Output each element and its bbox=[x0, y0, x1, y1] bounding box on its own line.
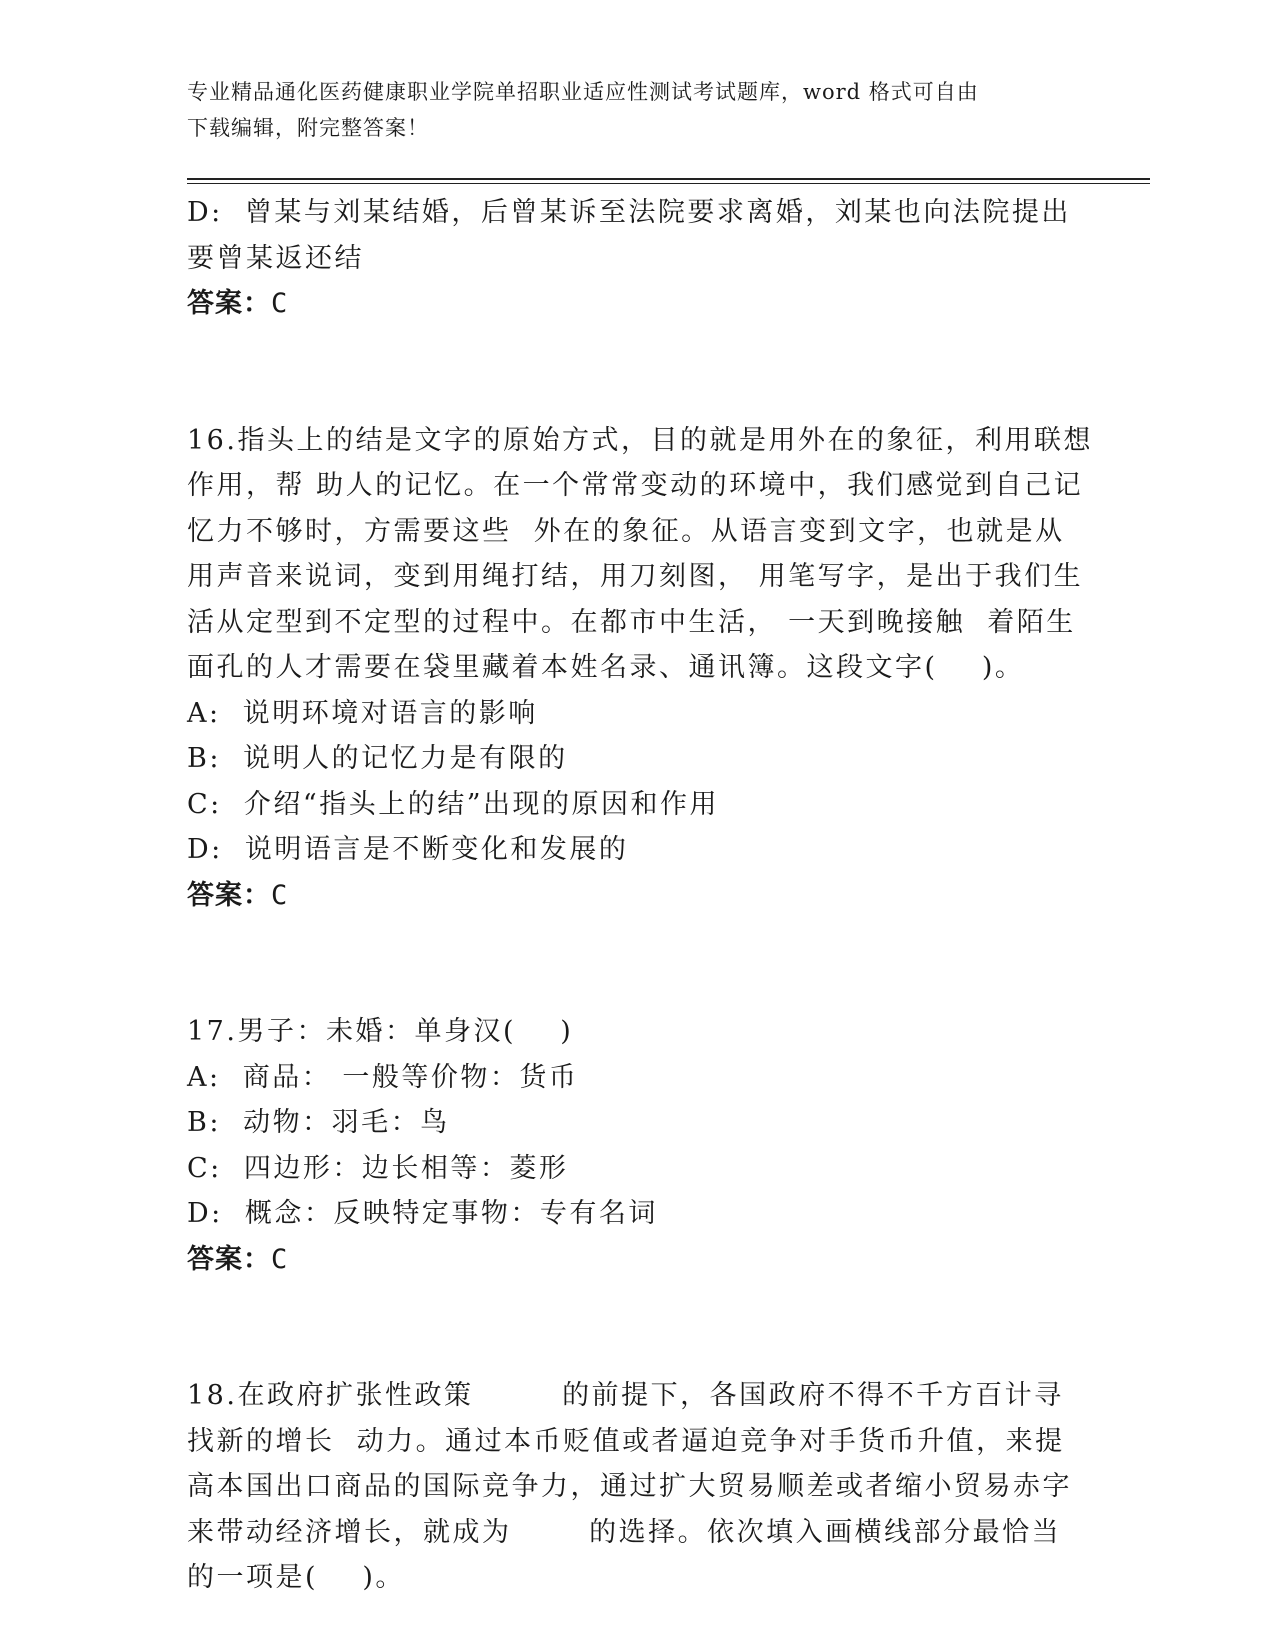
q18-stem-line: 的一项是( )。 bbox=[187, 1562, 405, 1593]
header-line-1: 专业精品通化医药健康职业学院单招职业适应性测试考试题库，word 格式可自由 bbox=[187, 80, 979, 104]
q17-answer bbox=[187, 1237, 1087, 1283]
header-divider-thin bbox=[187, 183, 1150, 184]
header-line-2: 下载编辑，附完整答案！ bbox=[187, 116, 429, 140]
answer-label: 答案： bbox=[187, 879, 271, 911]
q16-option-a: A: 说明环境对语言的影响 bbox=[187, 697, 538, 729]
header-divider-thick bbox=[187, 178, 1150, 180]
q16-stem-line: 忆力不够时，方需要这些 外在的象征。从语言变到文字，也就是从 bbox=[187, 515, 1065, 547]
answer-label: 答案： bbox=[187, 288, 271, 319]
q17-stem-line: 17.男子：未婚：单身汉( ) bbox=[187, 1016, 574, 1047]
question-gap bbox=[187, 1282, 1087, 1373]
q15-answer bbox=[187, 281, 1087, 327]
q16-option-b: B: 说明人的记忆力是有限的 bbox=[187, 743, 568, 774]
q16-option-c: C: 介绍“指头上的结”出现的原因和作用 bbox=[187, 788, 720, 820]
q16-stem-line: 作用，帮 助人的记忆。在一个常常变动的环境中，我们感觉到自己记 bbox=[187, 470, 1084, 501]
question-15 bbox=[187, 190, 1087, 327]
document-header bbox=[187, 74, 1067, 146]
question-content bbox=[187, 190, 1093, 1601]
question-17 bbox=[187, 1009, 1087, 1282]
answer-label: 答案： bbox=[187, 1243, 271, 1275]
q15-option-d-continued: 要曾某返还结 bbox=[187, 242, 364, 274]
question-gap bbox=[187, 327, 1087, 418]
answer-value: C bbox=[271, 1243, 290, 1275]
answer-value: C bbox=[271, 879, 290, 911]
q15-option-d: D: 曾某与刘某结婚，后曾某诉至法院要求离婚，刘某也向法院提出 bbox=[187, 197, 1071, 228]
q17-option-d: D: 概念：反映特定事物：专有名词 bbox=[187, 1198, 658, 1229]
q18-stem-line: 来带动经济增长，就成为 的选择。依次填入画横线部分最恰当 bbox=[187, 1516, 1062, 1548]
q18-stem-line: 18.在政府扩张性政策 的前提下，各国政府不得不千方百计寻 bbox=[187, 1380, 1064, 1411]
q17-option-c: C: 四边形：边长相等：菱形 bbox=[187, 1152, 569, 1184]
question-16 bbox=[187, 418, 1093, 919]
question-18 bbox=[187, 1373, 1087, 1601]
q16-stem-line: 16.指头上的结是文字的原始方式，目的就是用外在的象征，利用联想 bbox=[187, 424, 1093, 456]
q18-stem-line: 找新的增长 动力。通过本币贬值或者逼迫竞争对手货币升值，来提 bbox=[187, 1425, 1065, 1457]
q18-stem-line: 高本国出口商品的国际竞争力，通过扩大贸易顺差或者缩小贸易赤字 bbox=[187, 1471, 1072, 1502]
q16-option-d: D: 说明语言是不断变化和发展的 bbox=[187, 834, 629, 865]
answer-value: C bbox=[271, 288, 290, 319]
q16-stem-line: 面孔的人才需要在袋里藏着本姓名录、通讯簿。这段文字( )。 bbox=[187, 652, 1025, 683]
question-gap bbox=[187, 918, 1087, 1009]
q17-option-b: B: 动物：羽毛：鸟 bbox=[187, 1107, 450, 1138]
q16-answer bbox=[187, 873, 1087, 919]
q16-stem-line: 活从定型到不定型的过程中。在都市中生活， 一天到晚接触 着陌生 bbox=[187, 606, 1076, 638]
q16-stem-line: 用声音来说词，变到用绳打结，用刀刻图， 用笔写字，是出于我们生 bbox=[187, 561, 1084, 592]
q17-option-a: A: 商品： 一般等价物：货币 bbox=[187, 1061, 579, 1093]
